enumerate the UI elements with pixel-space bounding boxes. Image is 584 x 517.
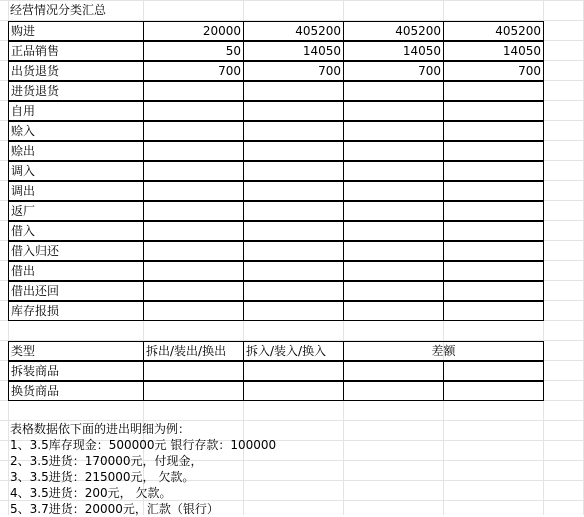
value-cell[interactable] xyxy=(443,241,544,261)
row-label-cell[interactable]: 调出 xyxy=(8,181,144,201)
value-cell[interactable] xyxy=(143,201,244,221)
row-label-cell[interactable]: 自用 xyxy=(8,101,144,121)
type-value-cell[interactable] xyxy=(143,361,244,381)
row-label-cell[interactable]: 库存报损 xyxy=(8,301,144,321)
value-cell[interactable]: 700 xyxy=(143,61,244,81)
value-cell[interactable]: 14050 xyxy=(243,41,344,61)
value-cell[interactable] xyxy=(243,101,344,121)
value-cell[interactable]: 50 xyxy=(143,41,244,61)
value-cell[interactable] xyxy=(443,101,544,121)
type-row-label-cell[interactable]: 拆装商品 xyxy=(8,361,144,381)
type-value-cell[interactable] xyxy=(343,361,444,381)
note-line: 5、3.7进货：20000元，汇款（银行） xyxy=(10,502,219,516)
value-cell[interactable] xyxy=(343,101,444,121)
value-cell[interactable] xyxy=(343,221,444,241)
type-value-cell[interactable] xyxy=(143,381,244,401)
value-cell[interactable] xyxy=(443,221,544,241)
value-cell[interactable] xyxy=(143,81,244,101)
value-cell[interactable] xyxy=(243,301,344,321)
note-line: 3、3.5进货：215000元， 欠款。 xyxy=(10,470,195,484)
type-header-cell[interactable]: 类型 xyxy=(8,341,144,361)
row-label-cell[interactable]: 借出 xyxy=(8,261,144,281)
value-cell[interactable] xyxy=(143,101,244,121)
value-cell[interactable] xyxy=(443,141,544,161)
row-label-cell[interactable]: 进货退货 xyxy=(8,81,144,101)
value-cell[interactable] xyxy=(143,301,244,321)
row-label-cell[interactable]: 赊出 xyxy=(8,141,144,161)
value-cell[interactable]: 405200 xyxy=(443,21,544,41)
value-cell[interactable] xyxy=(443,181,544,201)
row-label-cell[interactable]: 借入归还 xyxy=(8,241,144,261)
value-cell[interactable] xyxy=(143,281,244,301)
row-label-cell[interactable]: 出货退货 xyxy=(8,61,144,81)
value-cell[interactable] xyxy=(443,281,544,301)
value-cell[interactable] xyxy=(343,241,444,261)
type-value-cell[interactable] xyxy=(243,361,344,381)
value-cell[interactable] xyxy=(143,161,244,181)
value-cell[interactable] xyxy=(243,221,344,241)
value-cell[interactable] xyxy=(243,81,344,101)
row-label-cell[interactable]: 返厂 xyxy=(8,201,144,221)
value-cell[interactable]: 20000 xyxy=(143,21,244,41)
value-cell[interactable] xyxy=(343,181,444,201)
value-cell[interactable] xyxy=(343,261,444,281)
value-cell[interactable] xyxy=(143,221,244,241)
type-value-cell[interactable] xyxy=(343,381,444,401)
value-cell[interactable]: 700 xyxy=(343,61,444,81)
value-cell[interactable] xyxy=(443,121,544,141)
value-cell[interactable] xyxy=(243,121,344,141)
row-label-cell[interactable]: 借入 xyxy=(8,221,144,241)
value-cell[interactable] xyxy=(443,301,544,321)
value-cell[interactable] xyxy=(143,181,244,201)
value-cell[interactable] xyxy=(243,161,344,181)
value-cell[interactable] xyxy=(243,201,344,221)
value-cell[interactable] xyxy=(143,261,244,281)
note-line: 表格数据依下面的进出明细为例： xyxy=(10,422,191,436)
type-header-cell[interactable]: 拆入/装入/换入 xyxy=(243,341,344,361)
type-row-label-cell[interactable]: 换货商品 xyxy=(8,381,144,401)
note-line: 2、3.5进货：170000元，付现金， xyxy=(10,454,203,468)
value-cell[interactable] xyxy=(343,141,444,161)
value-cell[interactable] xyxy=(243,141,344,161)
row-label-cell[interactable]: 借出还回 xyxy=(8,281,144,301)
value-cell[interactable] xyxy=(343,161,444,181)
value-cell[interactable]: 14050 xyxy=(443,41,544,61)
sheet-title-cell[interactable]: 经营情况分类汇总 xyxy=(10,3,107,17)
row-label-cell[interactable]: 赊入 xyxy=(8,121,144,141)
value-cell[interactable]: 14050 xyxy=(343,41,444,61)
value-cell[interactable] xyxy=(143,121,244,141)
value-cell[interactable] xyxy=(443,261,544,281)
value-cell[interactable] xyxy=(243,261,344,281)
value-cell[interactable] xyxy=(343,121,444,141)
value-cell[interactable] xyxy=(443,161,544,181)
value-cell[interactable] xyxy=(343,81,444,101)
difference-header-cell[interactable]: 差额 xyxy=(343,341,544,361)
note-line: 4、3.5进货：200元， 欠款。 xyxy=(10,486,172,500)
value-cell[interactable] xyxy=(343,201,444,221)
value-cell[interactable]: 700 xyxy=(443,61,544,81)
value-cell[interactable]: 700 xyxy=(243,61,344,81)
value-cell[interactable] xyxy=(343,281,444,301)
value-cell[interactable] xyxy=(143,241,244,261)
value-cell[interactable] xyxy=(443,201,544,221)
type-value-cell[interactable] xyxy=(443,361,544,381)
value-cell[interactable]: 405200 xyxy=(243,21,344,41)
type-value-cell[interactable] xyxy=(243,381,344,401)
type-value-cell[interactable] xyxy=(443,381,544,401)
row-label-cell[interactable]: 购进 xyxy=(8,21,144,41)
value-cell[interactable] xyxy=(243,181,344,201)
value-cell[interactable] xyxy=(343,301,444,321)
value-cell[interactable]: 405200 xyxy=(343,21,444,41)
value-cell[interactable] xyxy=(243,281,344,301)
note-line: 1、3.5库存现金：500000元 银行存款：100000 xyxy=(10,438,277,452)
row-label-cell[interactable]: 正品销售 xyxy=(8,41,144,61)
value-cell[interactable] xyxy=(443,81,544,101)
value-cell[interactable] xyxy=(143,141,244,161)
value-cell[interactable] xyxy=(243,241,344,261)
type-header-cell[interactable]: 拆出/装出/换出 xyxy=(143,341,244,361)
row-label-cell[interactable]: 调入 xyxy=(8,161,144,181)
